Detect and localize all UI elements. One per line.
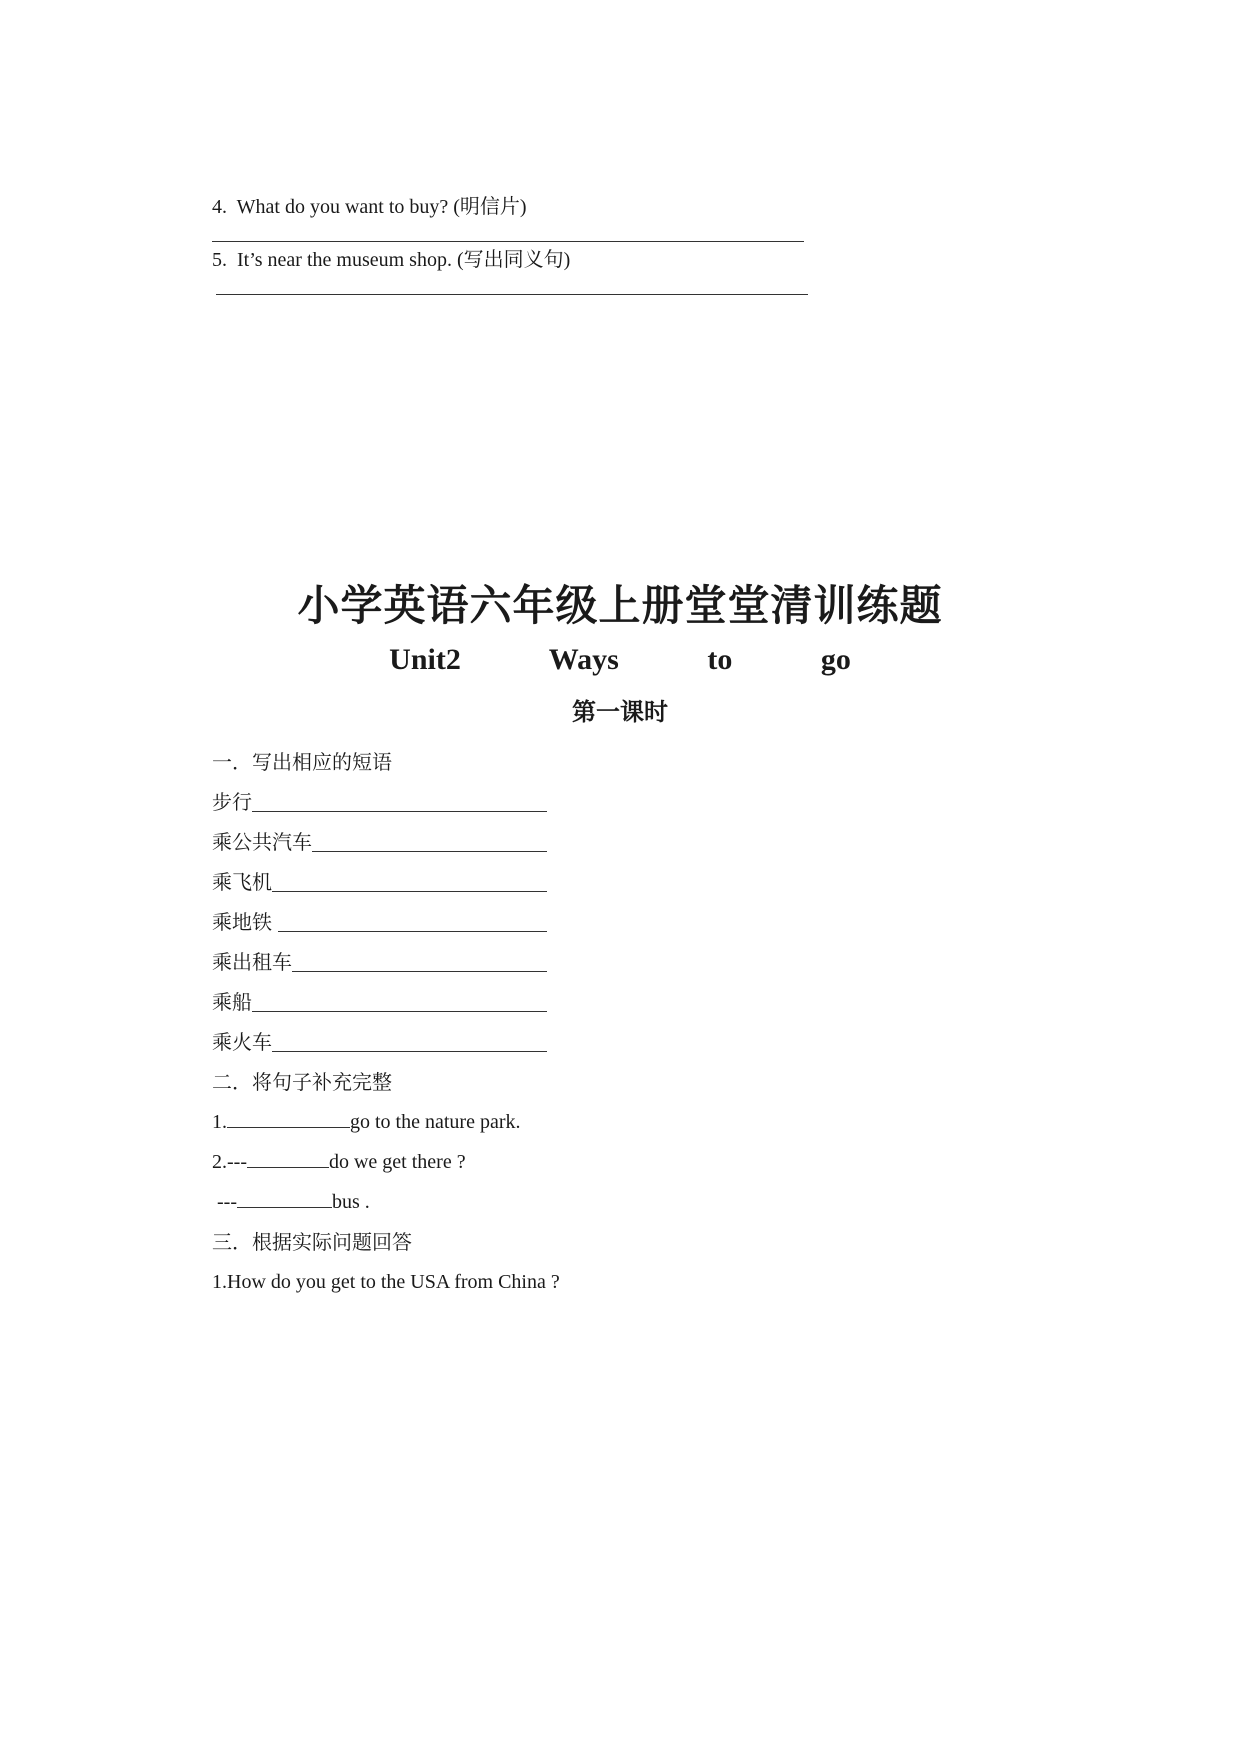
document-title: 小学英语六年级上册堂堂清训练题 — [297, 581, 943, 630]
question-4: 4. What do you want to buy? (明信片) — [212, 196, 527, 218]
phrase-item — [212, 986, 547, 1016]
sentence-2 — [212, 1148, 466, 1176]
answer-blank — [312, 851, 547, 852]
phrase-item — [212, 786, 547, 816]
phrase-label: 乘公共汽车 — [212, 830, 312, 854]
phrase-label: 乘船 — [212, 990, 252, 1014]
phrase-label: 乘飞机 — [212, 870, 272, 894]
section-3-heading: 三．根据实际问题回答 — [212, 1230, 412, 1254]
phrase-item — [212, 866, 547, 896]
sentence-suffix: go to the nature park. — [350, 1111, 521, 1133]
phrase-item — [212, 826, 547, 856]
answer-blank — [272, 891, 547, 892]
answer-line-4 — [212, 241, 804, 242]
sentence-prefix: 2.--- — [212, 1151, 247, 1173]
question-1: 1.How do you get to the USA from China ? — [212, 1271, 560, 1293]
answer-blank — [292, 971, 547, 972]
answer-blank — [237, 1189, 332, 1208]
answer-blank — [252, 1011, 547, 1012]
answer-blank — [272, 1051, 547, 1052]
answer-line-5 — [216, 294, 808, 295]
phrase-label: 乘出租车 — [212, 950, 292, 974]
sentence-suffix: do we get there ? — [328, 1151, 466, 1173]
phrase-item — [212, 1026, 547, 1056]
answer-blank — [247, 1149, 329, 1168]
section-2-heading: 二．将句子补充完整 — [212, 1070, 392, 1094]
question-5: 5. It’s near the museum shop. (写出同义句) — [212, 249, 571, 271]
answer-blank — [252, 811, 547, 812]
sentence-prefix: 1. — [212, 1111, 227, 1133]
phrase-label: 乘地铁 — [212, 910, 279, 934]
phrase-item — [212, 946, 547, 976]
section-1-heading: 一．写出相应的短语 — [212, 750, 392, 774]
lesson-title: 第一课时 — [572, 698, 668, 726]
sentence-1 — [212, 1108, 521, 1136]
sentence-3 — [212, 1188, 370, 1216]
unit-title: Unit2 Ways to go — [389, 643, 851, 676]
phrase-item — [212, 906, 547, 936]
answer-blank — [227, 1109, 350, 1128]
phrase-label: 步行 — [212, 790, 252, 814]
answer-blank — [278, 931, 547, 932]
sentence-suffix: bus . — [331, 1191, 370, 1213]
phrase-label: 乘火车 — [212, 1030, 272, 1054]
sentence-prefix: --- — [212, 1191, 237, 1213]
